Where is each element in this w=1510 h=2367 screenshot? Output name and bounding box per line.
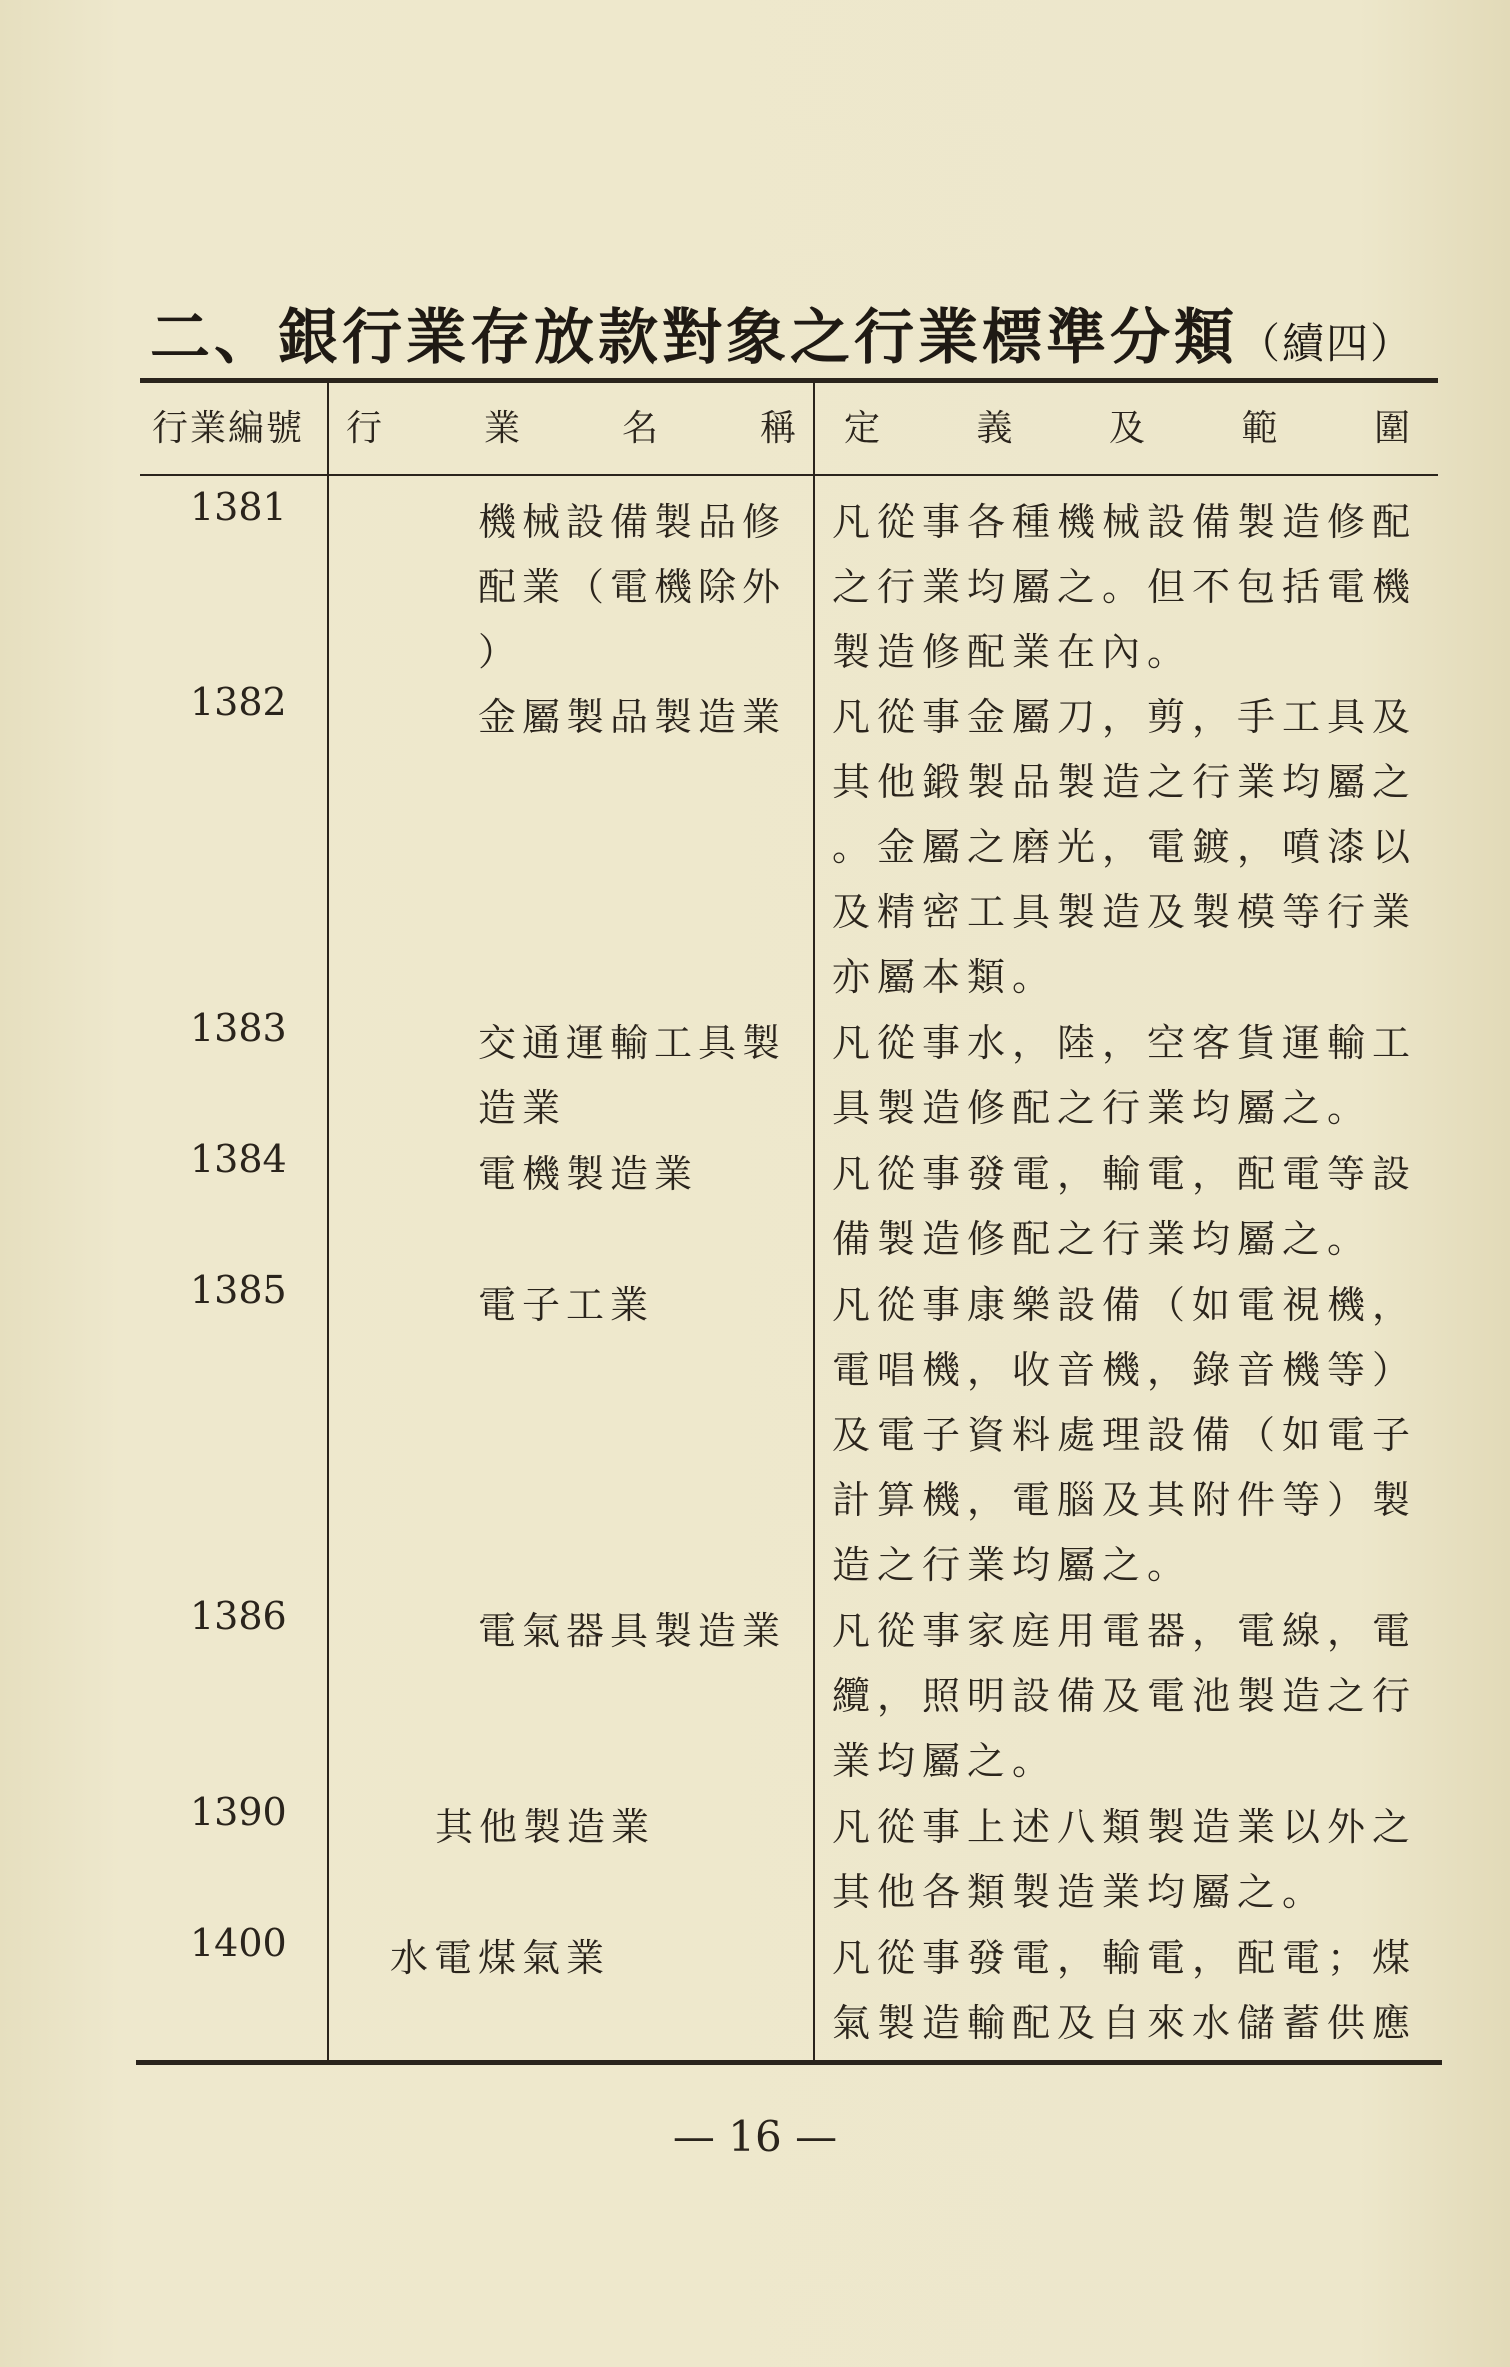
- def-line: 凡從事水，陸，空客貨運輸工: [832, 1021, 1418, 1065]
- def-line: 業均屬之。: [832, 1739, 1058, 1783]
- name-line: 電機製造業: [478, 1152, 699, 1196]
- row-name: [478, 1599, 786, 1664]
- row-code: 1390: [190, 1790, 287, 1834]
- row-name: [435, 1795, 655, 1860]
- row-code: 1400: [190, 1921, 287, 1965]
- name-line: 交通運輸工具製: [478, 1021, 787, 1065]
- row-definition: [832, 1599, 1432, 1794]
- name-line: 造業: [478, 1086, 567, 1130]
- def-line: 凡從事上述八類製造業以外之: [832, 1805, 1418, 1849]
- column-divider-code-body: [327, 474, 329, 2060]
- page-title: [150, 290, 1414, 376]
- def-line: 凡從事金屬刀，剪，手工具及: [832, 695, 1418, 739]
- def-line: 其他各類製造業均屬之。: [832, 1870, 1328, 1914]
- def-line: 氣製造輸配及自來水儲蓄供應: [832, 2001, 1418, 2045]
- row-definition: [832, 1273, 1432, 1598]
- row-name: [478, 1011, 786, 1141]
- def-line: 之行業均屬之。但不包括電機: [832, 565, 1418, 609]
- def-line: 及電子資料處理設備（如電子: [832, 1413, 1418, 1457]
- title-main: 二、銀行業存放款對象之行業標準分類: [150, 303, 1238, 373]
- name-line: 其他製造業: [435, 1805, 656, 1849]
- row-code: 1384: [190, 1137, 287, 1181]
- def-line: 亦屬本類。: [832, 955, 1058, 999]
- header-name-char: 名: [621, 407, 658, 449]
- def-line: 凡從事各種機械設備製造修配: [832, 500, 1418, 544]
- page-number: — 16 —: [672, 2112, 838, 2161]
- header-code: 行業編號: [152, 407, 305, 449]
- row-name: [478, 685, 786, 750]
- row-name: [478, 1273, 654, 1338]
- name-line: 水電煤氣業: [390, 1936, 611, 1980]
- def-line: 電唱機，收音機，錄音機等）: [832, 1348, 1418, 1392]
- column-divider-code: [327, 383, 329, 474]
- row-name: [390, 1926, 610, 1991]
- def-line: 製造修配業在內。: [832, 630, 1193, 674]
- name-line: 金屬製品製造業: [478, 695, 787, 739]
- title-sub: （續四）: [1238, 319, 1415, 368]
- def-line: 凡從事發電，輸電，配電等設: [832, 1152, 1418, 1196]
- name-line: 電氣器具製造業: [478, 1609, 787, 1653]
- row-name: [478, 490, 786, 685]
- row-definition: [832, 1011, 1432, 1141]
- column-divider-name: [813, 383, 815, 2060]
- row-code: 1385: [190, 1268, 287, 1312]
- row-definition: [832, 1926, 1432, 2056]
- def-line: 造之行業均屬之。: [832, 1543, 1193, 1587]
- header-name: [336, 395, 806, 455]
- row-name: [478, 1142, 698, 1207]
- name-line: 機械設備製品修: [478, 500, 787, 544]
- header-def-char: 定: [844, 407, 881, 449]
- def-line: 備製造修配之行業均屬之。: [832, 1217, 1373, 1261]
- def-line: 凡從事發電，輸電，配電；煤: [832, 1936, 1418, 1980]
- header-def-char: 範: [1241, 407, 1278, 449]
- header-def-char: 圍: [1373, 407, 1410, 449]
- def-line: 及精密工具製造及製模等行業: [832, 890, 1418, 934]
- header-name-char: 行: [346, 407, 383, 449]
- header-definition: [822, 395, 1422, 455]
- row-definition: [832, 1795, 1432, 1925]
- def-line: 纜，照明設備及電池製造之行: [832, 1674, 1418, 1718]
- table-bottom-rule: [136, 2060, 1442, 2065]
- def-line: 凡從事家庭用電器，電線，電: [832, 1609, 1418, 1653]
- header-name-char: 稱: [759, 407, 796, 449]
- def-line: 其他鍛製品製造之行業均屬之: [832, 760, 1418, 804]
- name-line: 電子工業: [478, 1283, 655, 1327]
- name-line: ）: [478, 630, 523, 674]
- row-definition: [832, 685, 1432, 1010]
- def-line: 凡從事康樂設備（如電視機，: [832, 1283, 1418, 1327]
- name-line: 配業（電機除外: [478, 565, 787, 609]
- row-definition: [832, 1142, 1432, 1272]
- row-code: 1382: [190, 680, 287, 724]
- table-top-rule: [140, 378, 1438, 383]
- row-code: 1383: [190, 1006, 287, 1050]
- table-header-rule: [140, 474, 1438, 476]
- row-code: 1381: [190, 485, 287, 529]
- row-definition: [832, 490, 1432, 685]
- def-line: 。金屬之磨光，電鍍，噴漆以: [832, 825, 1418, 869]
- def-line: 計算機，電腦及其附件等）製: [832, 1478, 1418, 1522]
- header-def-char: 義: [976, 407, 1013, 449]
- row-code: 1386: [190, 1594, 287, 1638]
- def-line: 具製造修配之行業均屬之。: [832, 1086, 1373, 1130]
- header-def-char: 及: [1108, 407, 1145, 449]
- header-name-char: 業: [483, 407, 520, 449]
